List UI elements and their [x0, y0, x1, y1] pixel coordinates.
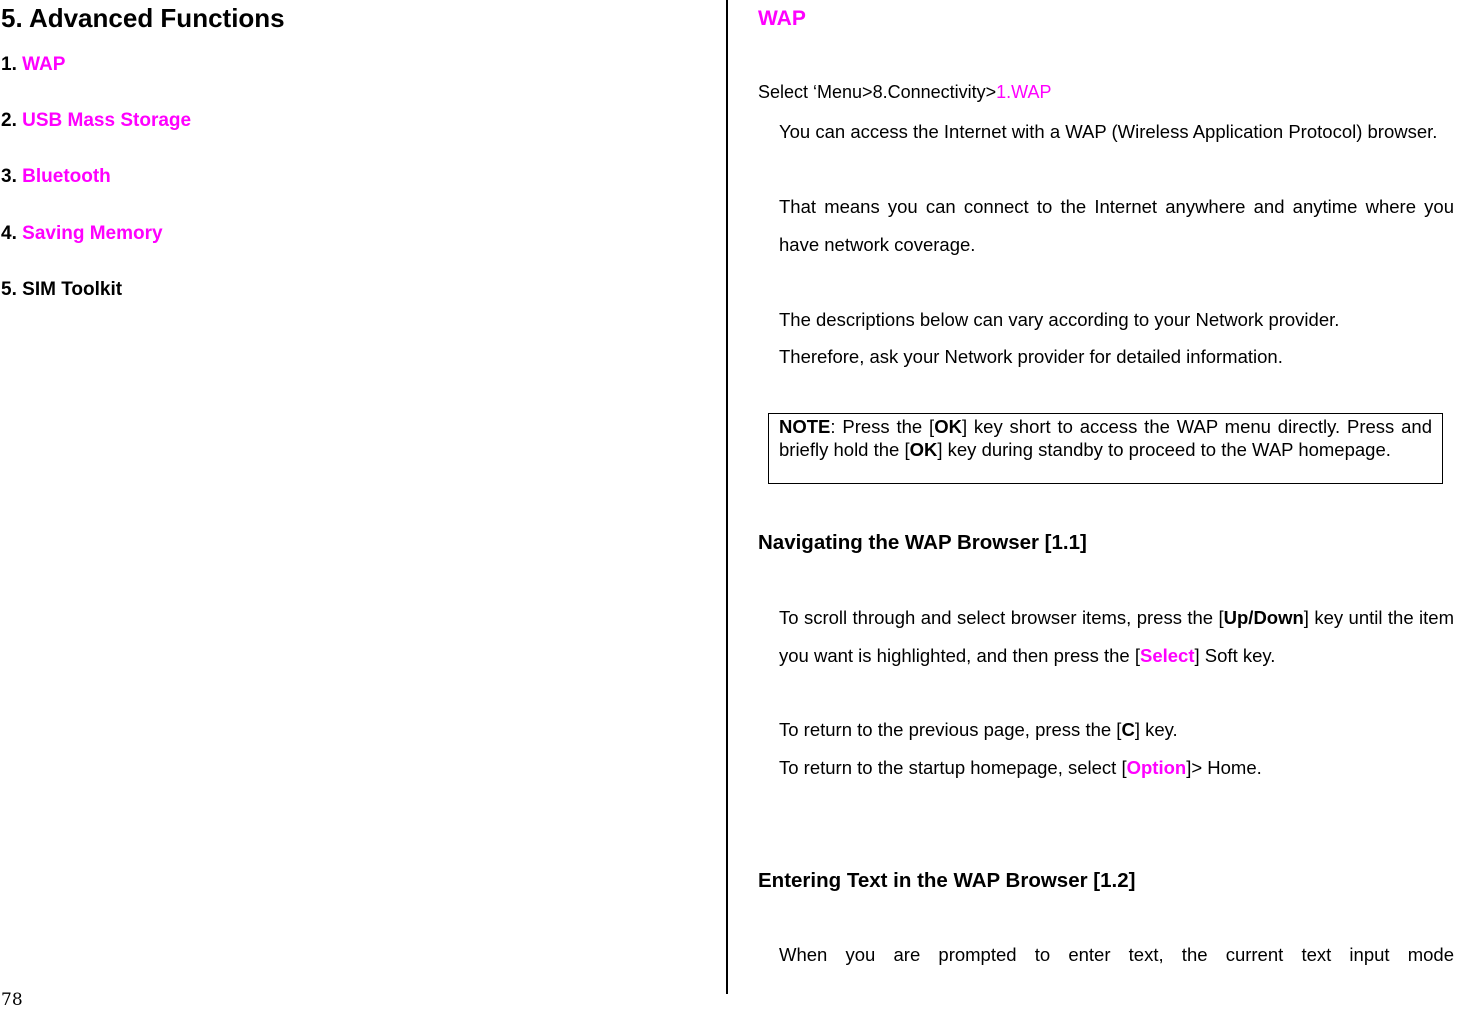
- paragraph-text: ] key.: [1134, 719, 1178, 740]
- toc-item-bluetooth[interactable]: [1, 166, 111, 188]
- up-down-key-label: Up/Down: [1223, 607, 1304, 628]
- navigating-paragraph-3: [779, 749, 1454, 787]
- description-line-1: The descriptions below can vary according to your Network provider.: [779, 309, 1340, 330]
- description-line-2: Therefore, ask your Network provider for detailed information.: [779, 346, 1283, 367]
- menu-path: [758, 82, 1052, 103]
- toc-item-label: Saving Memory: [22, 223, 163, 244]
- toc-item-label: WAP: [22, 54, 66, 75]
- navigating-paragraph-2: [779, 711, 1454, 749]
- note-box: [768, 413, 1443, 484]
- paragraph-text: To return to the startup homepage, select [: [779, 757, 1127, 778]
- navigating-paragraph-1: [779, 599, 1454, 674]
- toc-item-label: USB Mass Storage: [22, 110, 192, 131]
- toc-item-number: 2.: [1, 110, 17, 131]
- note-label: NOTE: [779, 416, 831, 437]
- page-number: 78: [1, 990, 23, 1010]
- ok-key-label: OK: [934, 416, 962, 437]
- ok-key-label: OK: [909, 439, 938, 460]
- select-softkey-label: Select: [1140, 644, 1195, 666]
- note-text: ] key during standby to proceed to the WAP homepage.: [937, 439, 1391, 460]
- toc-item-label: Bluetooth: [22, 166, 111, 187]
- toc-item-sim-toolkit: [1, 279, 122, 301]
- paragraph-text: ] Soft key.: [1194, 644, 1276, 666]
- toc-item-saving-memory[interactable]: [1, 223, 163, 245]
- paragraph-text: To scroll through and select browser items, press the [: [779, 607, 1224, 628]
- option-softkey-label: Option: [1126, 757, 1187, 778]
- toc-item-usb-mass-storage[interactable]: [1, 110, 191, 132]
- menu-path-prefix: Select ‘Menu>8.Connectivity>: [758, 82, 997, 102]
- note-text: : Press the [: [830, 416, 935, 437]
- note-text: ] key short to access the WAP menu directly. Press and briefly hold the [: [779, 416, 1432, 460]
- entering-text-heading: Entering Text in the WAP Browser [1.2]: [758, 869, 1136, 892]
- paragraph-text: To return to the previous page, press the [: [779, 719, 1122, 740]
- intro-paragraph-1: You can access the Internet with a WAP (Wireless Application Protocol) browser.: [779, 121, 1438, 142]
- paragraph-text: ] key until the item you want is highlighted, and then press the [: [779, 607, 1455, 666]
- toc-item-label: SIM Toolkit: [22, 279, 123, 300]
- column-divider: [726, 0, 728, 994]
- toc-item-number: 1.: [1, 54, 17, 75]
- intro-paragraph-2: That means you can connect to the Internet anywhere and anytime where you have network coverage.: [779, 196, 1454, 255]
- toc-item-number: 3.: [1, 166, 17, 187]
- toc-item-wap[interactable]: [1, 54, 65, 76]
- c-key-label: C: [1121, 719, 1135, 740]
- paragraph-text: ]> Home.: [1186, 757, 1262, 778]
- menu-path-highlight: 1.WAP: [996, 82, 1052, 102]
- toc-item-number: 5.: [1, 279, 17, 300]
- wap-heading: WAP: [758, 7, 806, 30]
- entering-text-paragraph: When you are prompted to enter text, the current text input mode: [779, 944, 1454, 965]
- toc-item-number: 4.: [1, 223, 17, 244]
- navigating-heading: Navigating the WAP Browser [1.1]: [758, 531, 1087, 554]
- section-title: 5. Advanced Functions: [1, 3, 285, 33]
